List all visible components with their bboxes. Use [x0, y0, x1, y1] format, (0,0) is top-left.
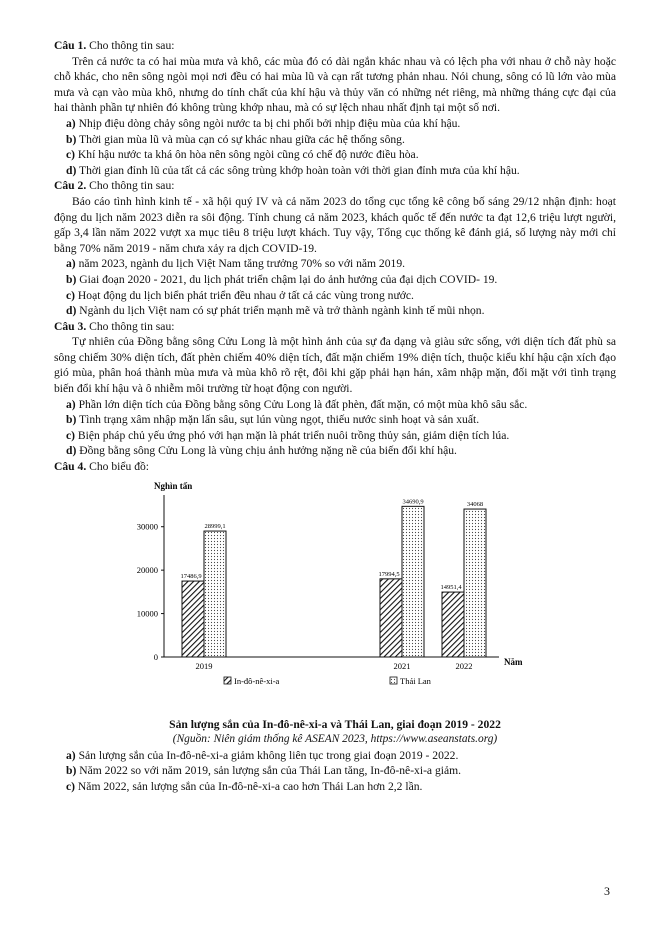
- x-axis-title: Năm: [504, 656, 523, 667]
- option-key: c): [66, 148, 76, 162]
- option-text: Ngành du lịch Việt nam có sự phát triển mạnh mẽ và trở thành ngành kinh tế mũi nhọn.: [79, 304, 485, 318]
- question-2-option-c: [66, 288, 616, 304]
- question-2-option-a: [66, 256, 616, 272]
- option-text: Năm 2022 so với năm 2019, sản lượng sắn của Thái Lan tăng, In-đô-nê-xi-a giảm.: [79, 764, 462, 778]
- bar-value-label: 34068: [466, 500, 484, 508]
- question-1-option-a: [66, 116, 616, 132]
- bar-indonesia-2022: [442, 592, 464, 657]
- page-number: 3: [604, 884, 610, 898]
- y-tick-label: 20000: [136, 564, 158, 575]
- option-text: Thời gian đỉnh lũ của tất cả các sông trùng khớp hoàn toàn với thời gian đỉnh mưa của khí hậu.: [79, 163, 520, 177]
- option-text: Khí hậu nước ta khá ôn hòa nên sông ngòi cũng có chế độ nước điều hòa.: [77, 148, 419, 162]
- option-key: b): [66, 272, 77, 286]
- bar-chart-svg: [54, 477, 616, 715]
- option-key: b): [66, 413, 77, 427]
- question-4-label: Câu 4.: [54, 460, 87, 474]
- bar-chart: [54, 477, 616, 715]
- question-2-option-b: [66, 272, 616, 288]
- chart-legend: [224, 676, 432, 686]
- question-1-intro: Cho thông tin sau:: [89, 39, 175, 52]
- option-key: c): [66, 780, 76, 793]
- bar-thailand-2019: [204, 531, 226, 657]
- question-3-intro: Cho thông tin sau:: [89, 319, 175, 333]
- option-text: năm 2023, ngành du lịch Việt Nam tăng trưởng 70% so với năm 2019.: [78, 257, 406, 271]
- x-tick-label: 2022: [455, 660, 473, 671]
- option-key: a): [66, 257, 76, 271]
- question-3-label: Câu 3.: [54, 319, 87, 333]
- y-tick-label: 0: [153, 651, 158, 662]
- option-text: Biện pháp chủ yếu ứng phó với hạn mặn là phát triển nuôi trồng thủy sản, giảm diện tích lúa.: [77, 428, 510, 442]
- question-4-option-b: [66, 763, 616, 779]
- y-axis-title: Nghìn tấn: [154, 480, 193, 491]
- legend-label-indonesia: In-đô-nê-xi-a: [234, 675, 280, 686]
- option-key: b): [66, 132, 77, 146]
- question-2-label: Câu 2.: [54, 179, 87, 193]
- option-key: a): [66, 116, 76, 130]
- bar-thailand-2022: [464, 509, 486, 657]
- option-key: c): [66, 288, 76, 302]
- question-1-option-d: [66, 163, 616, 179]
- y-tick-label: 30000: [136, 521, 158, 532]
- question-1-label: Câu 1.: [54, 39, 87, 52]
- option-text: Thời gian mùa lũ và mùa cạn có sự khác nhau giữa các hệ thống sông.: [79, 132, 405, 146]
- question-1-heading: [54, 38, 616, 54]
- question-3-option-d: [66, 443, 616, 459]
- legend-swatch-indonesia: [224, 677, 231, 684]
- x-tick-label: 2021: [393, 660, 411, 671]
- option-key: d): [66, 163, 77, 177]
- legend-swatch-thailand: [390, 677, 397, 684]
- option-text: Sản lượng sắn của In-đô-nê-xi-a giảm không liên tục trong giai đoạn 2019 - 2022.: [78, 748, 459, 762]
- bar-value-label: 14951,4: [440, 583, 462, 591]
- option-key: c): [66, 428, 76, 442]
- question-1-text: Trên cả nước ta có hai mùa mưa và khô, các mùa đó có dài ngắn khác nhau và có lệch pha với nhau ở chỗ này hoặc chỗ khác, cho nên sông ngòi mọi nơi đều có hai mùa lũ và cạn rất tương phản nhau. Nói chung, sông có lũ lớn vào mùa mưa và cạn vào mùa khô, nhưng do tính chất của khí hậu và thủy văn có những nét riêng, mà những tháng cực đại của hai thành phần tự nhiên đó không trùng khớp nhau, mà có sự lệch nhau nhất định tại một số nơi.: [54, 54, 616, 115]
- bar-value-label: 28999,1: [204, 522, 226, 530]
- question-3-option-c: [66, 428, 616, 444]
- bar-value-label: 17994,5: [378, 570, 400, 578]
- option-text: Phần lớn diện tích của Đồng bằng sông Cửu Long là đất phèn, đất mặn, có một mùa khô sâu sắc.: [78, 397, 528, 411]
- option-text: Giai đoạn 2020 - 2021, du lịch phát triển chậm lại do ảnh hưởng của đại dịch COVID- 19.: [79, 272, 498, 286]
- x-tick-label: 2019: [195, 660, 213, 671]
- bar-indonesia-2021: [380, 578, 402, 656]
- option-key: a): [66, 748, 76, 762]
- page-content: [54, 38, 616, 795]
- bar-value-label: 17486,9: [180, 572, 202, 580]
- option-key: d): [66, 444, 77, 458]
- option-text: Hoạt động du lịch biển phát triển đều nhau ở tất cả các vùng trong nước.: [77, 288, 414, 302]
- question-4-option-c: [66, 779, 616, 795]
- question-2-option-d: [66, 303, 616, 319]
- legend-label-thailand: Thái Lan: [400, 675, 431, 686]
- question-4-option-a: [66, 748, 616, 764]
- chart-source: (Nguồn: Niên giám thống kê ASEAN 2023, https://www.aseanstats.org): [172, 733, 498, 746]
- question-2-intro: Cho thông tin sau:: [89, 179, 175, 193]
- chart-bars: [180, 498, 486, 657]
- y-tick-label: 10000: [136, 608, 158, 619]
- option-text: Tình trạng xâm nhập mặn lấn sâu, sụt lún vùng ngọt, thiếu nước sinh hoạt và sản xuất.: [79, 413, 480, 427]
- option-key: a): [66, 397, 76, 411]
- bar-indonesia-2019: [182, 581, 204, 657]
- option-text: Nhịp điệu dòng chảy sông ngòi nước ta bị chi phối bởi nhịp điệu mùa của khí hậu.: [78, 116, 461, 130]
- question-3-option-a: [66, 397, 616, 413]
- question-3-option-b: [66, 412, 616, 428]
- option-text: Đồng bằng sông Cửu Long là vùng chịu ảnh hưởng nặng nề của biến đổi khí hậu.: [79, 444, 457, 458]
- question-1-option-c: [66, 147, 616, 163]
- question-3-text: Tự nhiên của Đồng bằng sông Cửu Long là một hình ảnh của sự đa dạng và giàu sức sống, với diện tích đất phù sa sông chiếm 30% diện tích, đất phèn chiếm 40% diện tích, đất mặn chiếm 19% diện tích, thuộc kiểu khí hậu cận xích đạo gió mùa, phân hoá thành mùa mưa và mùa khô rõ rệt, đôi khi gặp phải hạn hán, xâm nhập mặn, đối mặt với tình trạng biến đổi khí hậu và ô nhiễm môi trường từ hoạt động con người.: [54, 335, 616, 396]
- x-axis-ticks: [196, 661, 473, 671]
- question-4-intro: Cho biểu đồ:: [89, 460, 150, 474]
- question-2-text: Báo cáo tình hình kinh tế - xã hội quý IV và cả năm 2023 do tổng cục tổng kê công bố sáng 29/12 nhận định: hoạt động du lịch năm 2023 diễn ra sôi động. Tính chung cả năm 2023, khách quốc tế đến nước ta đạt 12,6 triệu lượt người, gấp 3,4 lần năm 2022 vượt xa mục tiêu 8 triệu lượt khách. Tuy vậy, Tổng cục thống kê đánh giá, số lượng này mới chỉ bằng 70% năm 2019 - năm chưa xảy ra dịch COVID-19.: [54, 194, 616, 255]
- option-text: Năm 2022, sản lượng sắn của In-đô-nê-xi-a cao hơn Thái Lan hơn 2,2 lần.: [77, 780, 423, 793]
- chart-caption: Sản lượng sắn của In-đô-nê-xi-a và Thái Lan, giai đoạn 2019 - 2022: [169, 717, 501, 731]
- bar-thailand-2021: [402, 506, 424, 657]
- question-3-heading: [54, 319, 616, 335]
- option-key: b): [66, 764, 77, 778]
- option-key: d): [66, 304, 77, 318]
- question-1-option-b: [66, 132, 616, 148]
- y-axis-ticks: [137, 521, 164, 661]
- question-4-heading: [54, 459, 616, 475]
- bar-value-label: 34690,9: [402, 497, 424, 505]
- question-2-heading: [54, 178, 616, 194]
